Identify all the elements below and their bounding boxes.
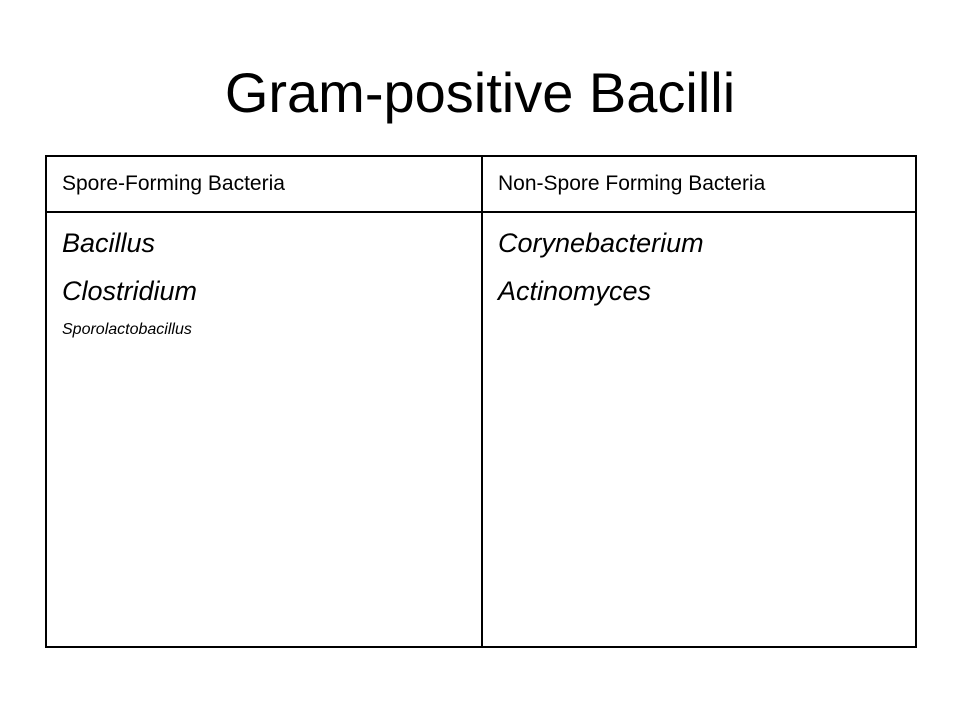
spore-forming-list — [62, 213, 481, 345]
list-item: Corynebacterium — [498, 228, 704, 258]
list-item: Bacillus — [62, 228, 156, 258]
table-body-row — [46, 212, 916, 647]
header-non-spore-forming: Non-Spore Forming Bacteria — [482, 156, 916, 212]
non-spore-forming-list — [498, 213, 915, 315]
slide-title: Gram-positive Bacilli — [224, 61, 736, 124]
list-item: Actinomyces — [498, 276, 652, 306]
bacteria-table — [45, 155, 917, 648]
non-spore-forming-cell — [482, 212, 916, 647]
header-spore-forming: Spore-Forming Bacteria — [46, 156, 482, 212]
spore-forming-cell — [46, 212, 482, 647]
table-header-row — [46, 156, 916, 212]
list-item: Sporolactobacillus — [62, 321, 192, 338]
list-item: Clostridium — [62, 276, 198, 306]
